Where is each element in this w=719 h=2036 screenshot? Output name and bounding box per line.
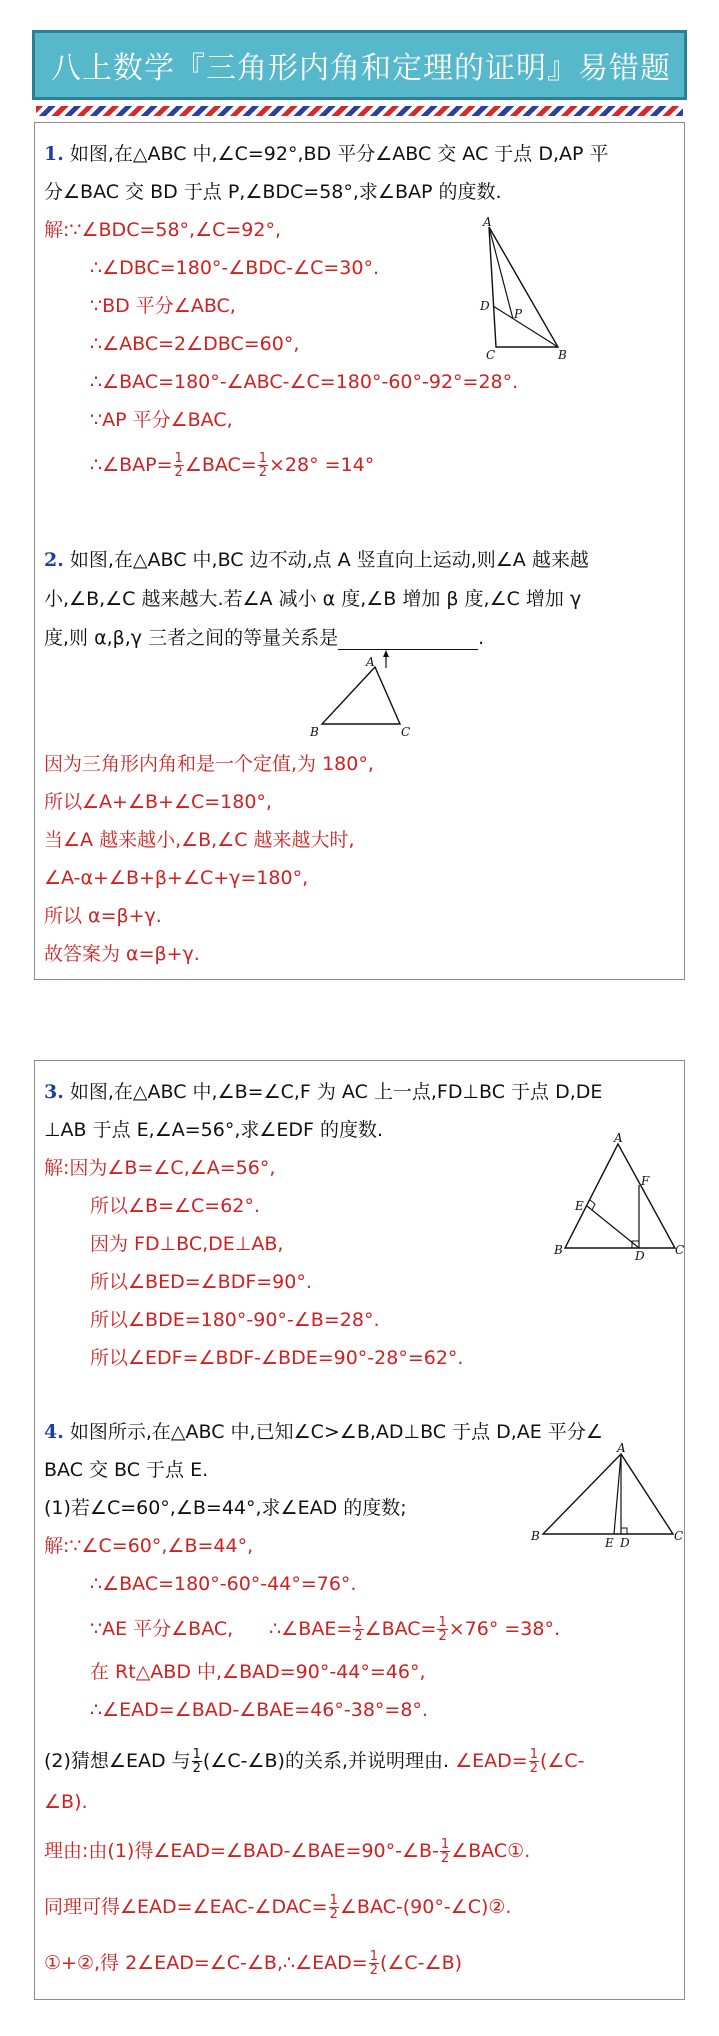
q1-label-a: A [483,215,492,229]
q4-reason-line1: 理由:由(1)得∠EAD=∠BAD-∠BAE=90°-∠B- $\frac{1}{2}$ ∠BAC①. [44,1837,531,1866]
q2-figure [300,650,430,740]
q4-label-d: D [620,1536,630,1550]
q2-stem-text3: 度,则 α,β,γ 三者之间的等量关系是 [44,627,339,649]
q1-stem-line1 [44,142,608,166]
q1-label-c: C [486,348,496,360]
q4-stem-line2: BAC 交 BC 于点 E. [44,1459,209,1481]
answer-blank [338,631,478,650]
page-title: 八上数学『三角形内角和定理的证明』易错题 [51,51,671,86]
q4-part2: (2)猜想∠EAD 与 $\frac{1}{2}$ (∠C-∠B)的关系,并说明理由. ∠EAD= $\frac{1}{2}$ (∠C- [44,1747,585,1776]
decorative-stripe [36,106,683,116]
q4-part1: (1)若∠C=60°,∠B=44°,求∠EAD 的度数; [44,1497,407,1519]
q2-label-b: B [310,725,319,739]
q1-solution-line: ∵AP 平分∠BAC, [90,409,233,431]
q3-label-b: B [554,1243,563,1257]
q1-final-line [90,452,374,479]
fraction-half: $\frac{1}{2}$ [369,1949,378,1978]
q1-label-d: D [480,299,490,313]
fraction-half: $\frac{1}{2}$ [192,1747,201,1776]
q1-solution-line: ∵BD 平分∠ABC, [90,295,236,317]
q2-solution-line: 所以∠A+∠B+∠C=180°, [44,791,272,813]
q1-number: 1. [44,143,64,165]
fraction-half: $\frac{1}{2}$ [440,1837,450,1866]
q4-label-b: B [531,1529,540,1543]
fraction-half: $\frac{1}{2}$ [329,1893,338,1922]
q1-final-c: ×28° =14° [269,454,375,476]
q2-solution-line: 故答案为 α=β+γ. [44,943,200,965]
q4-label-c: C [674,1529,684,1543]
q3-solution-line: 所以∠BDE=180°-90°-∠B=28°. [90,1309,380,1331]
q1-stem-line2: 分∠BAC 交 BD 于点 P,∠BDC=58°,求∠BAP 的度数. [44,181,502,203]
q4-stem-text1: 如图所示,在△ABC 中,已知∠C>∠B,AD⊥BC 于点 D,AE 平分∠ [69,1421,603,1443]
q4-label-a: A [617,1441,626,1455]
fraction-half: $\frac{1}{2}$ [529,1747,538,1776]
q2-solution-line: 当∠A 越来越小,∠B,∠C 越来越大时, [44,829,355,851]
fraction-half: $\frac{1}{2}$ [174,451,183,480]
q4-solution-line: 解:∵∠C=60°,∠B=44°, [44,1535,254,1557]
q2-label-c: C [401,725,411,739]
q1-label-p: P [514,307,523,321]
q1-final-a: ∴∠BAP= [90,454,173,476]
q2-solution-line: 所以 α=β+γ. [44,905,162,927]
q3-number: 3. [44,1081,64,1103]
q3-label-d: D [635,1249,645,1260]
q3-solution-line: 因为 FD⊥BC,DE⊥AB, [90,1233,284,1255]
q3-stem-line2: ⊥AB 于点 E,∠A=56°,求∠EDF 的度数. [44,1119,384,1141]
q2-stem-text1: 如图,在△ABC 中,BC 边不动,点 A 竖直向上运动,则∠A 越来越 [69,549,589,571]
q1-solution-line: ∴∠DBC=180°-∠BDC-∠C=30°. [90,257,380,279]
q1-label-b: B [558,348,567,360]
q3-label-c: C [675,1243,685,1257]
q3-figure [540,1130,685,1260]
q4-label-e: E [605,1536,614,1550]
q1-final-b: ∠BAC= [184,454,257,476]
q2-solution-line: ∠A-α+∠B+β+∠C+γ=180°, [44,867,309,889]
q3-solution-line: 所以∠EDF=∠BDF-∠BDE=90°-28°=62°. [90,1347,464,1369]
q4-reason-line3: ①+②,得 2∠EAD=∠C-∠B,∴∠EAD= $\frac{1}{2}$ (∠C-∠B) [44,1949,463,1978]
fraction-half: $\frac{1}{2}$ [438,1615,447,1644]
q1-solution-line: ∴∠BAC=180°-∠ABC-∠C=180°-60°-92°=28°. [90,371,519,393]
q3-label-e: E [575,1199,584,1213]
q1-solution-line: 解:∵∠BDC=58°,∠C=92°, [44,219,282,241]
q3-solution-line: 所以∠BED=∠BDF=90°. [90,1271,312,1293]
q4-reason-line2: 同理可得∠EAD=∠EAC-∠DAC= $\frac{1}{2}$ ∠BAC-(90°-∠C)②. [44,1893,512,1922]
q2-stem-line3: 度,则 α,β,γ 三者之间的等量关系是 . [44,627,485,649]
q3-label-a: A [614,1131,623,1145]
q3-stem-line1 [44,1080,602,1104]
title-banner [32,30,687,100]
q4-number: 4. [44,1421,64,1443]
q3-solution-line: 所以∠B=∠C=62°. [90,1195,260,1217]
q2-stem-line2: 小,∠B,∠C 越来越大.若∠A 减小 α 度,∠B 增加 β 度,∠C 增加 γ [44,588,582,610]
q3-solution-line: 解:因为∠B=∠C,∠A=56°, [44,1157,276,1179]
q1-figure [470,215,580,360]
q2-label-a: A [366,655,375,669]
q3-label-f: F [641,1174,650,1188]
q3-stem-text1: 如图,在△ABC 中,∠B=∠C,F 为 AC 上一点,FD⊥BC 于点 D,DE [69,1081,603,1103]
q4-solution-line: 在 Rt△ABD 中,∠BAD=90°-44°=46°, [90,1661,426,1683]
q4-solution-line: ∵AE 平分∠BAC, ∴∠BAE= $\frac{1}{2}$ ∠BAC= $\frac{1}{2}$ ×76° =38°. [90,1615,561,1644]
q2-number: 2. [44,549,64,571]
q4-part2-wrap: ∠B). [44,1791,88,1813]
q4-figure [525,1440,685,1550]
fraction-half: $\frac{1}{2}$ [354,1615,363,1644]
q4-solution-line: ∴∠BAC=180°-60°-44°=76°. [90,1573,357,1595]
q4-solution-line: ∴∠EAD=∠BAD-∠BAE=46°-38°=8°. [90,1699,428,1721]
q2-stem-line1 [44,548,589,572]
q2-solution-line: 因为三角形内角和是一个定值,为 180°, [44,753,374,775]
q1-solution-line: ∴∠ABC=2∠DBC=60°, [90,333,300,355]
q1-stem-text1: 如图,在△ABC 中,∠C=92°,BD 平分∠ABC 交 AC 于点 D,AP 平 [69,143,609,165]
q4-stem-line1 [44,1420,603,1444]
fraction-half: $\frac{1}{2}$ [258,451,268,480]
